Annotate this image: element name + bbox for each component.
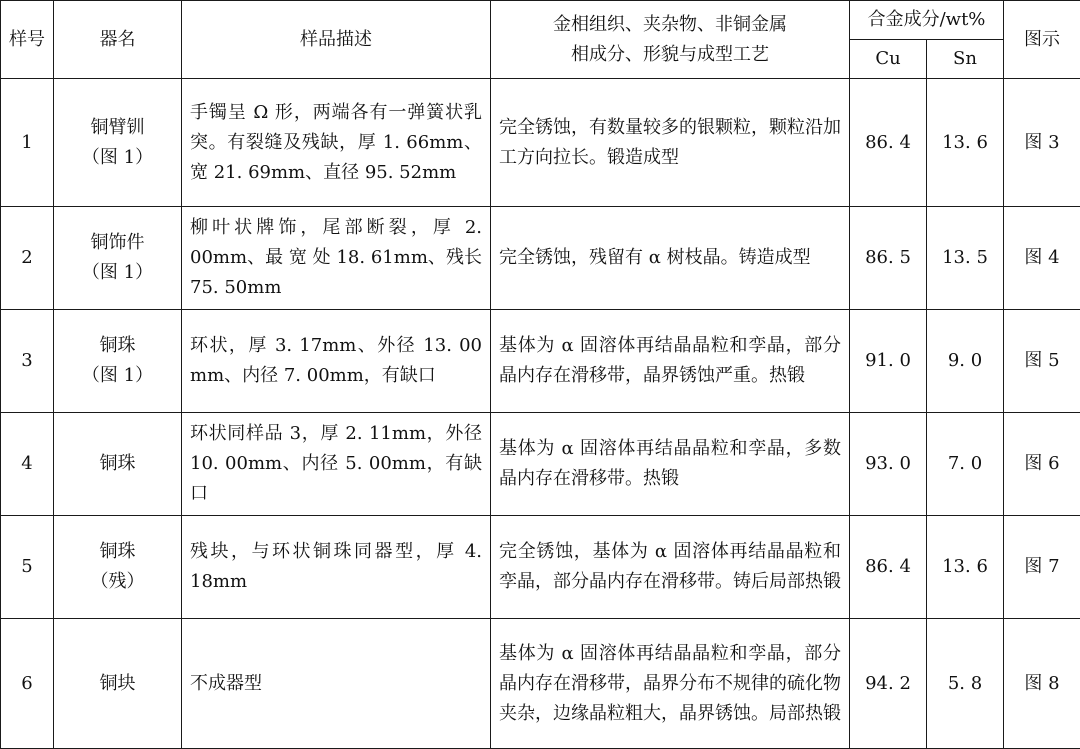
cell-sample-no: 4 [1,413,54,516]
cell-sample-no: 6 [1,619,54,749]
cell-cu: 86. 4 [850,516,927,619]
cell-metallography: 基体为 α 固溶体再结晶晶粒和孪晶，部分晶内存在滑移带，晶界锈蚀严重。热锻 [491,310,850,413]
header-figure: 图示 [1004,1,1080,79]
cell-description: 柳叶状牌饰，尾部断裂，厚 2. 00mm、最 宽 处 18. 61mm、残长 75. 50mm [182,207,491,310]
cell-name [54,207,182,310]
cell-name [54,79,182,207]
cell-figure: 图 3 [1004,79,1080,207]
cell-sn: 13. 5 [927,207,1004,310]
cell-figure: 图 4 [1004,207,1080,310]
header-description: 样品描述 [182,1,491,79]
header-sample-no: 样号 [1,1,54,79]
cell-metallography: 完全锈蚀，残留有 α 树枝晶。铸造成型 [491,207,850,310]
cell-description: 残块，与环状铜珠同器型，厚 4. 18mm [182,516,491,619]
cell-name-line1: 铜块 [62,669,173,699]
header-metallography-line1: 金相组织、夹杂物、非铜金属 [499,10,841,40]
cell-sn: 13. 6 [927,79,1004,207]
table-row [1,516,1080,619]
cell-name-line1: 铜饰件 [62,228,173,258]
table-row [1,207,1080,310]
cell-name-line1: 铜珠 [62,449,173,479]
cell-name-line1: 铜珠 [62,537,173,567]
header-metallography [491,1,850,79]
cell-sample-no: 1 [1,79,54,207]
table-row [1,310,1080,413]
cell-metallography: 完全锈蚀，有数量较多的银颗粒，颗粒沿加工方向拉长。锻造成型 [491,79,850,207]
cell-name-line1: 铜臂钏 [62,113,173,143]
cell-name-line2: （图 1） [62,361,173,391]
cell-cu: 93. 0 [850,413,927,516]
header-cu: Cu [850,40,927,79]
cell-name-line1: 铜珠 [62,331,173,361]
cell-description: 手镯呈 Ω 形，两端各有一弹簧状乳突。有裂缝及残缺，厚 1. 66mm、宽 21. 69mm、直径 95. 52mm [182,79,491,207]
cell-figure: 图 6 [1004,413,1080,516]
cell-cu: 91. 0 [850,310,927,413]
header-sn: Sn [927,40,1004,79]
cell-cu: 86. 4 [850,79,927,207]
cell-description: 环状同样品 3，厚 2. 11mm，外径 10. 00mm、内径 5. 00mm，有缺口 [182,413,491,516]
cell-name [54,413,182,516]
table-row [1,619,1080,749]
cell-description: 环状，厚 3. 17mm、外径 13. 00 mm、内径 7. 00mm，有缺口 [182,310,491,413]
cell-metallography: 基体为 α 固溶体再结晶晶粒和孪晶，部分晶内存在滑移带，晶界分布不规律的硫化物夹杂，边缘晶粒粗大，晶界锈蚀。局部热锻 [491,619,850,749]
cell-sn: 13. 6 [927,516,1004,619]
cell-cu: 86. 5 [850,207,927,310]
table-row [1,413,1080,516]
cell-sample-no: 5 [1,516,54,619]
cell-sample-no: 2 [1,207,54,310]
cell-name [54,619,182,749]
header-name: 器名 [54,1,182,79]
table-row [1,79,1080,207]
cell-metallography: 完全锈蚀，基体为 α 固溶体再结晶晶粒和孪晶，部分晶内存在滑移带。铸后局部热锻 [491,516,850,619]
cell-name [54,516,182,619]
cell-name-line2: （图 1） [62,258,173,288]
header-alloy: 合金成分/wt% [850,1,1004,40]
cell-sn: 7. 0 [927,413,1004,516]
header-metallography-line2: 相成分、形貌与成型工艺 [499,40,841,70]
cell-name-line2: （残） [62,567,173,597]
cell-figure: 图 5 [1004,310,1080,413]
cell-figure: 图 7 [1004,516,1080,619]
cell-description: 不成器型 [182,619,491,749]
cell-sn: 5. 8 [927,619,1004,749]
cell-metallography: 基体为 α 固溶体再结晶晶粒和孪晶，多数晶内存在滑移带。热锻 [491,413,850,516]
cell-figure: 图 8 [1004,619,1080,749]
cell-sample-no: 3 [1,310,54,413]
cell-cu: 94. 2 [850,619,927,749]
cell-name [54,310,182,413]
cell-sn: 9. 0 [927,310,1004,413]
cell-name-line2: （图 1） [62,143,173,173]
